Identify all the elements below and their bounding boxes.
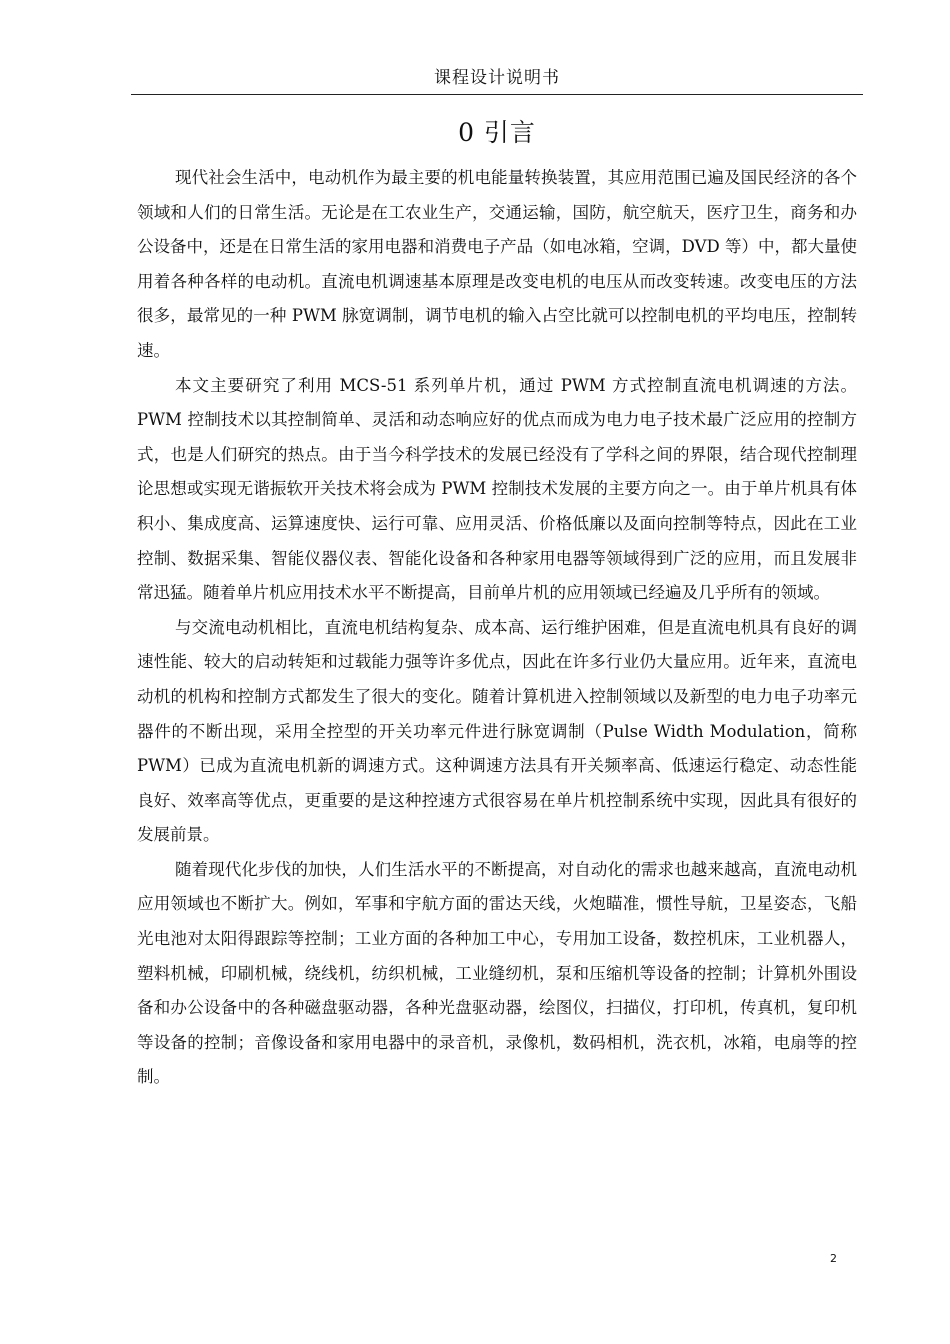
running-header: 课程设计说明书 <box>434 68 560 88</box>
paragraph: 本文主要研究了利用 MCS-51 系列单片机，通过 PWM 方式控制直流电机调速的方法。PWM 控制技术以其控制简单、灵活和动态响应好的优点而成为电力电子技术最广泛应用的控制方式，也是人们研究的热点。由于当今科学技术的发展已经没有了学科之间的界限，结合现代控制理论思想或实现无谐振软开关技术将会成为 PWM 控制技术发展的主要方向之一。由于单片机具有体积小、集成度高、运算速度快、运行可靠、应用灵活、价格低廉以及面向控制等特点，因此在工业控制、数据采集、智能仪器仪表、智能化设备和各种家用电器等领域得到广泛的应用，而且发展非常迅猛。随着单片机应用技术水平不断提高，目前单片机的应用领域已经遍及几乎所有的领域。 <box>137 375 857 603</box>
paragraph: 现代社会生活中，电动机作为最主要的机电能量转换装置，其应用范围已遍及国民经济的各个领域和人们的日常生活。无论是在工农业生产，交通运输，国防，航空航天，医疗卫生，商务和办公设备中，还是在日常生活的家用电器和消费电子产品（如电冰箱，空调，DVD 等）中，都大量使用着各种各样的电动机。直流电机调速基本原理是改变电机的电压从而改变转速。改变电压的方法很多，最常见的一种 PWM 脉宽调制，调节电机的输入占空比就可以控制电机的平均电压，控制转速。 <box>137 168 857 360</box>
page-number: 2 <box>830 1252 837 1265</box>
paragraph: 与交流电动机相比，直流电机结构复杂、成本高、运行维护困难，但是直流电机具有良好的调速性能、较大的启动转矩和过载能力强等许多优点，因此在许多行业仍大量应用。近年来，直流电动机的机构和控制方式都发生了很大的变化。随着计算机进入控制领域以及新型的电力电子功率元器件的不断出现，采用全控型的开关功率元件进行脉宽调制（Pulse Width Modulation，简称 PWM）已成为直流电机新的调速方式。这种调速方法具有开关频率高、低速运行稳定、动态性能良好、效率高等优点，更重要的是这种控速方式很容易在单片机控制系统中实现，因此具有很好的发展前景。 <box>137 617 857 845</box>
body-text <box>137 161 857 1095</box>
section-heading: 0 引言 <box>458 118 536 147</box>
header-divider <box>131 94 863 95</box>
paragraph: 随着现代化步伐的加快，人们生活水平的不断提高，对自动化的需求也越来越高，直流电动机应用领域也不断扩大。例如，军事和宇航方面的雷达天线，火炮瞄准，惯性导航，卫星姿态，飞船光电池对太阳得跟踪等控制；工业方面的各种加工中心，专用加工设备，数控机床，工业机器人，塑料机械，印刷机械，绕线机，纺织机械，工业缝纫机，泵和压缩机等设备的控制；计算机外围设备和办公设备中的各种磁盘驱动器，各种光盘驱动器，绘图仪，扫描仪，打印机，传真机，复印机等设备的控制；音像设备和家用电器中的录音机，录像机，数码相机，洗衣机，冰箱，电扇等的控制。 <box>137 859 857 1087</box>
